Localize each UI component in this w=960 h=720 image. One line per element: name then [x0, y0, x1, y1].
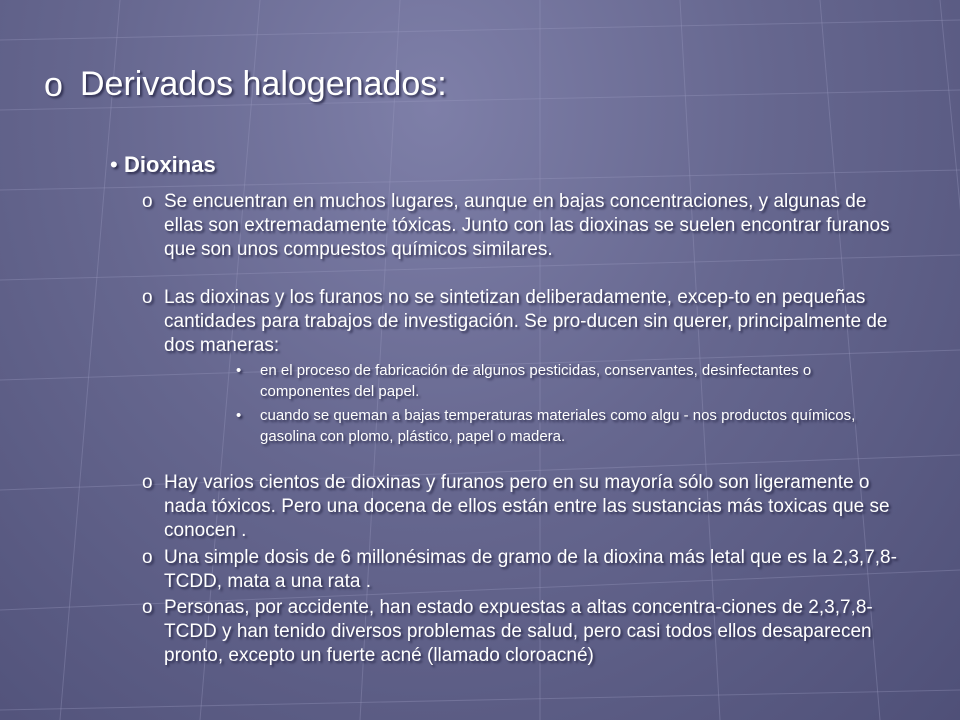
- bullet-point-4: [142, 546, 902, 594]
- sub-bullet-point-2: [236, 405, 876, 447]
- section-bullet: •: [110, 152, 118, 177]
- bullet-point-3: [142, 471, 902, 543]
- bullet-point-5: [142, 596, 902, 668]
- bullet-marker: o: [142, 597, 153, 618]
- bullet-text: Una simple dosis de 6 millonésimas de gramo de la dioxina más letal que es la 2,3,7,8-TCDD, mata a una rata .: [164, 547, 897, 592]
- bullet-marker: o: [142, 287, 153, 308]
- bullet-point-2: [142, 286, 902, 358]
- sub-bullet-point-1: [236, 360, 876, 402]
- sub-bullet-text: cuando se queman a bajas temperaturas materiales como algu - nos productos químicos, gasolina con plomo, plástico, papel o madera.: [260, 407, 856, 445]
- sub-bullet-marker: •: [236, 407, 242, 424]
- section-title: Dioxinas: [124, 152, 216, 177]
- bullet-point-1: [142, 190, 902, 262]
- bullet-marker: o: [142, 547, 153, 568]
- bullet-text: Se encuentran en muchos lugares, aunque en bajas concentraciones, y algunas de ellas son extremadamente tóxicas. Junto con las dioxinas se suelen encontrar furanos que son unos compuestos químicos similares.: [164, 191, 890, 260]
- bullet-marker: o: [142, 472, 153, 493]
- slide-title: Derivados halogenados:: [80, 65, 447, 103]
- bullet-text: Las dioxinas y los furanos no se sintetizan deliberadamente, excep-to en pequeñas cantidades para trabajos de investigación. Se pro-ducen sin querer, principalmente de dos maneras:: [164, 287, 888, 356]
- bullet-text: Personas, por accidente, han estado expuestas a altas concentra-ciones de 2,3,7,8-TCDD y han tenido diversos problemas de salud, pero casi todos ellos desaparecen pronto, excepto un fuerte acné (llamado cloroacné): [164, 597, 873, 666]
- bullet-text: Hay varios cientos de dioxinas y furanos pero en su mayoría sólo son ligeramente o nada tóxicos. Pero una docena de ellos están entre las sustancias más toxicas que se conocen .: [164, 472, 890, 541]
- sub-bullet-marker: •: [236, 362, 242, 379]
- section-heading: [110, 150, 910, 182]
- bullet-marker: o: [142, 191, 153, 212]
- sub-bullet-text: en el proceso de fabricación de algunos pesticidas, conservantes, desinfectantes o componentes del papel.: [260, 362, 812, 400]
- title-bullet: o: [44, 66, 63, 104]
- title-row: [44, 62, 924, 106]
